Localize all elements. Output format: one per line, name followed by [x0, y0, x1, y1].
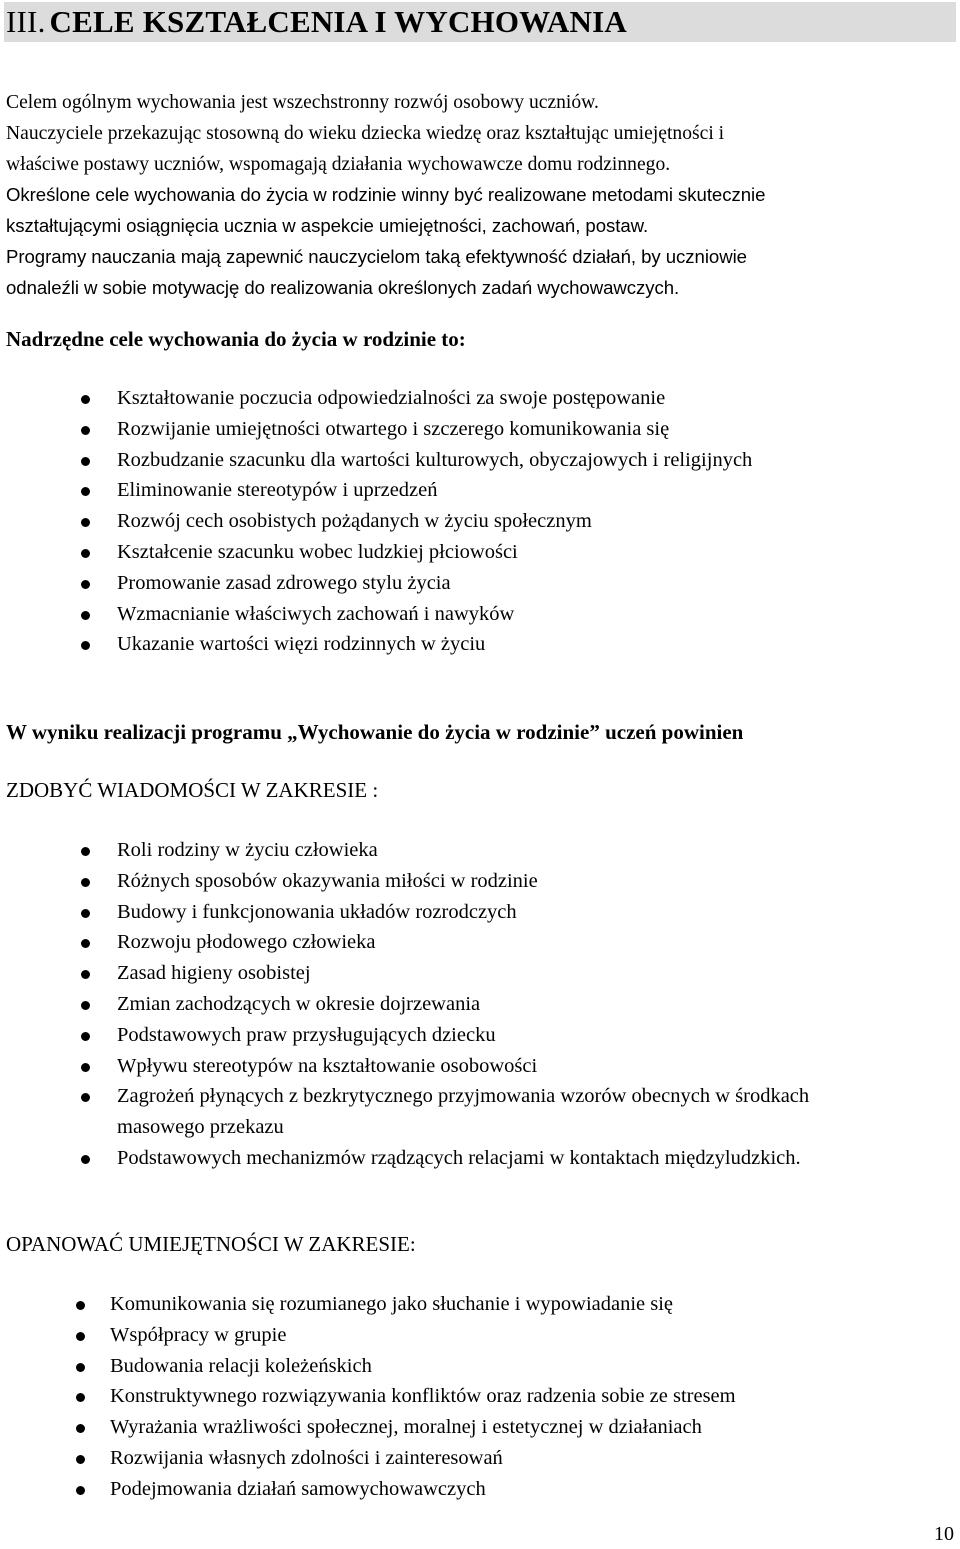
result-heading: W wyniku realizacji programu „Wychowanie do życia w rodzinie” uczeń powinien: [6, 720, 744, 744]
knowledge-heading: ZDOBYĆ WIADOMOŚCI W ZAKRESIE :: [6, 778, 379, 802]
list-item: Roli rodziny w życiu człowieka: [117, 835, 897, 866]
bullet-icon: [81, 970, 90, 979]
list-item: Rozwijania własnych zdolności i zainteresowań: [110, 1443, 736, 1474]
bullet-icon: [81, 611, 90, 620]
bullet-icon: [81, 1093, 90, 1102]
bullet-icon: [81, 847, 90, 856]
section-title: CELE KSZTAŁCENIA I WYCHOWANIA: [49, 4, 627, 39]
intro-line: kształtującymi osiągnięcia ucznia w aspekcie umiejętności, zachowań, postaw.: [6, 215, 649, 237]
bullet-icon: [81, 395, 90, 404]
list-item: Wyrażania wrażliwości społecznej, moralnej i estetycznej w działaniach: [110, 1412, 736, 1443]
intro-line: właściwe postawy uczniów, wspomagają działania wychowawcze domu rodzinnego.: [6, 153, 671, 175]
list-item: Zasad higieny osobistej: [117, 958, 897, 989]
list-item: Kształtowanie poczucia odpowiedzialności za swoje postępowanie: [117, 383, 752, 414]
bullet-icon: [76, 1455, 85, 1464]
list-item: Współpracy w grupie: [110, 1320, 736, 1351]
intro-paragraph: [6, 88, 956, 304]
bullet-icon: [81, 580, 90, 589]
bullet-icon: [81, 518, 90, 527]
bullet-icon: [81, 909, 90, 918]
goals-list: [117, 383, 752, 660]
bullet-icon: [81, 939, 90, 948]
bullet-icon: [76, 1486, 85, 1495]
bullet-icon: [81, 426, 90, 435]
section-number: III.: [6, 4, 46, 39]
list-item: Podstawowych praw przysługujących dziecku: [117, 1020, 897, 1051]
bullet-icon: [76, 1363, 85, 1372]
bullet-icon: [81, 641, 90, 650]
list-item: Budowania relacji koleżeńskich: [110, 1351, 736, 1382]
bullet-icon: [81, 1155, 90, 1164]
list-item: Budowy i funkcjonowania układów rozrodczych: [117, 897, 897, 928]
list-item: Podstawowych mechanizmów rządzących relacjami w kontaktach międzyludzkich.: [117, 1143, 817, 1174]
list-item: Eliminowanie stereotypów i uprzedzeń: [117, 475, 752, 506]
bullet-icon: [76, 1424, 85, 1433]
intro-line: Nauczyciele przekazując stosowną do wieku dziecka wiedzę oraz kształtując umiejętności i: [6, 122, 725, 144]
bullet-icon: [81, 487, 90, 496]
list-item: Rozwijanie umiejętności otwartego i szczerego komunikowania się: [117, 414, 752, 445]
list-item: Promowanie zasad zdrowego stylu życia: [117, 568, 752, 599]
list-item: Wpływu stereotypów na kształtowanie osobowości: [117, 1051, 897, 1082]
list-item: Rozwoju płodowego człowieka: [117, 927, 897, 958]
bullet-icon: [81, 457, 90, 466]
list-item: Konstruktywnego rozwiązywania konfliktów oraz radzenia sobie ze stresem: [110, 1381, 736, 1412]
goals-heading: Nadrzędne cele wychowania do życia w rodzinie to:: [6, 327, 466, 351]
bullet-icon: [81, 1001, 90, 1010]
list-item: Zagrożeń płynących z bezkrytycznego przyjmowania wzorów obecnych w środkach masowego przekazu: [117, 1081, 897, 1143]
section-heading: [4, 2, 956, 42]
intro-line: Programy nauczania mają zapewnić nauczycielom taką efektywność działań, by uczniowie: [6, 245, 747, 267]
list-item: Podejmowania działań samowychowawczych: [110, 1474, 736, 1505]
knowledge-list: [117, 835, 897, 1174]
bullet-icon: [81, 1063, 90, 1072]
list-item: Wzmacnianie właściwych zachowań i nawyków: [117, 599, 752, 630]
intro-line: Celem ogólnym wychowania jest wszechstronny rozwój osobowy uczniów.: [6, 92, 599, 113]
list-item: Różnych sposobów okazywania miłości w rodzinie: [117, 866, 897, 897]
list-item: Komunikowania się rozumianego jako słuchanie i wypowiadanie się: [110, 1289, 736, 1320]
list-item: Rozbudzanie szacunku dla wartości kulturowych, obyczajowych i religijnych: [117, 445, 752, 476]
bullet-icon: [76, 1301, 85, 1310]
list-item: Zmian zachodzących w okresie dojrzewania: [117, 989, 897, 1020]
bullet-icon: [81, 1032, 90, 1041]
list-item: Ukazanie wartości więzi rodzinnych w życiu: [117, 629, 752, 660]
list-item: Rozwój cech osobistych pożądanych w życiu społecznym: [117, 506, 752, 537]
list-item: Kształcenie szacunku wobec ludzkiej płciowości: [117, 537, 752, 568]
intro-line: Określone cele wychowania do życia w rodzinie winny być realizowane metodami skutecznie: [6, 184, 766, 206]
skills-heading: OPANOWAĆ UMIEJĘTNOŚCI W ZAKRESIE:: [6, 1232, 416, 1256]
intro-line: odnaleźli w sobie motywację do realizowania określonych zadań wychowawczych.: [6, 276, 680, 298]
bullet-icon: [81, 878, 90, 887]
bullet-icon: [76, 1332, 85, 1341]
bullet-icon: [81, 549, 90, 558]
bullet-icon: [76, 1393, 85, 1402]
skills-list: [110, 1289, 736, 1505]
page-number: 10: [934, 1523, 954, 1545]
